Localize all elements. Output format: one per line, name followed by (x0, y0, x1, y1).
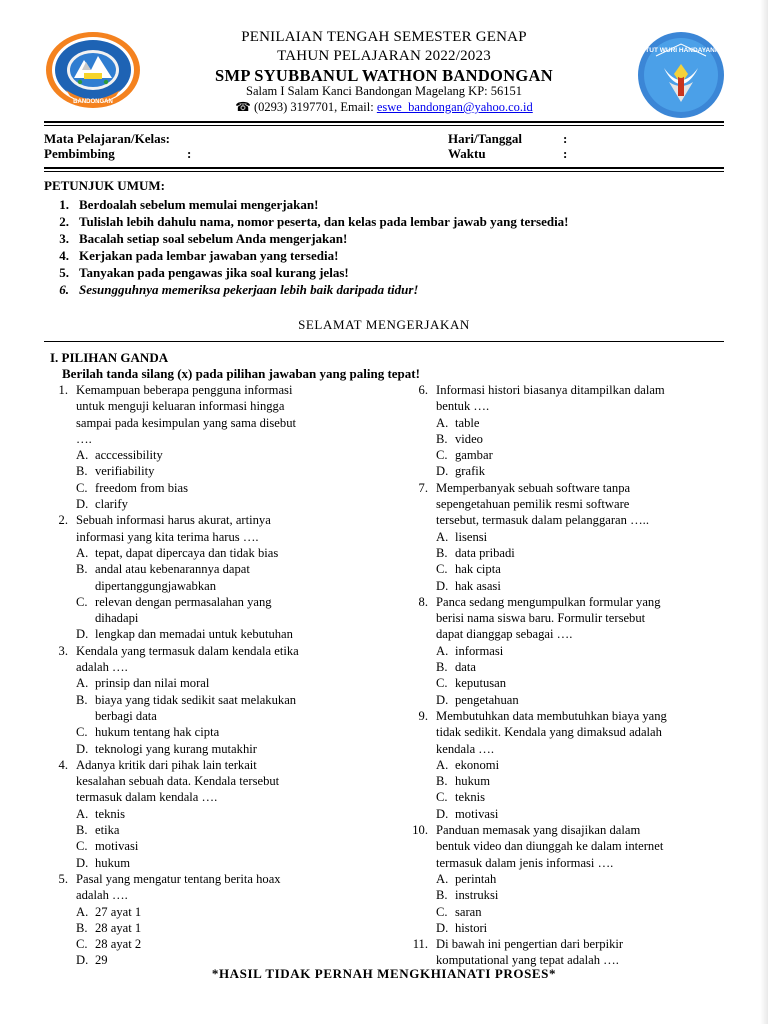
question-column-right (410, 382, 740, 969)
option-letter: B. (436, 888, 448, 903)
option-text (455, 659, 740, 675)
day-label: Hari/Tanggal (448, 131, 522, 146)
question-text-line: Di bawah ini pengertian dari berpikir (436, 937, 624, 952)
option-text-line: perintah (455, 871, 497, 886)
question-text-line: termasuk dalam kendala …. (76, 790, 218, 805)
question-number: 4. (58, 757, 68, 772)
option-letter: D. (76, 953, 89, 968)
option-text (95, 855, 380, 871)
answer-option[interactable] (76, 936, 380, 952)
question-text-line: Kemampuan beberapa pengguna informasi (76, 383, 293, 397)
info-divider (44, 167, 724, 169)
option-text (455, 773, 740, 789)
option-text-line: hak asasi (455, 578, 501, 593)
option-text-line: dipertanggungjawabkan (95, 578, 216, 593)
option-letter: B. (436, 545, 448, 560)
answer-option[interactable] (76, 545, 380, 561)
info-divider-thin (44, 171, 724, 172)
option-text (455, 643, 740, 659)
answer-option[interactable] (76, 806, 380, 822)
option-text (95, 724, 380, 740)
question-text-line: sepengetahuan pemilik resmi software (436, 497, 630, 512)
option-text (455, 447, 740, 463)
question-text (436, 708, 740, 757)
option-letter: B. (76, 920, 88, 935)
question-text-line: Informasi histori biasanya ditampilkan dalam (436, 383, 665, 397)
question-text-line: tidak sedikit. Kendala yang dimaksud adalah (436, 725, 662, 740)
question-number: 5. (58, 871, 68, 886)
option-letter: C. (436, 448, 448, 463)
question-text-line: bentuk video dan diunggah ke dalam internet (436, 839, 664, 854)
option-text (95, 675, 380, 691)
option-text (95, 463, 380, 479)
option-text-line: clarify (95, 497, 128, 512)
option-text (95, 822, 380, 838)
option-letter: C. (436, 676, 448, 691)
option-text (455, 561, 740, 577)
option-text-line: lisensi (455, 529, 488, 544)
option-text (455, 578, 740, 594)
option-letter: B. (436, 774, 448, 789)
option-letter: D. (436, 692, 449, 707)
answer-option[interactable] (436, 757, 740, 773)
option-letter: B. (76, 692, 88, 707)
answer-option[interactable] (436, 773, 740, 789)
option-letter: D. (436, 920, 449, 935)
question-text (436, 382, 740, 415)
question-text (436, 822, 740, 871)
question-text (76, 512, 380, 545)
option-text-line: teknis (455, 790, 486, 805)
question-text-line: informasi yang kita terima harus …. (76, 529, 259, 544)
answer-option[interactable] (436, 545, 740, 561)
option-letter: D. (436, 806, 449, 821)
question-item (50, 871, 380, 904)
option-letter: C. (76, 725, 88, 740)
time-colon: : (563, 146, 568, 161)
question-item (50, 382, 380, 447)
option-letter: D. (436, 578, 449, 593)
option-text (95, 838, 380, 854)
phone-icon: ☎ (235, 100, 251, 114)
option-text (95, 936, 380, 952)
question-text-line: dapat dianggap sebagai …. (436, 627, 573, 642)
question-number: 9. (418, 708, 428, 723)
option-text-line: 28 ayat 2 (95, 937, 142, 952)
answer-option[interactable] (436, 806, 740, 822)
option-text-line: 28 ayat 1 (95, 920, 142, 935)
answer-option[interactable] (76, 626, 380, 642)
option-text-line: tepat, dapat dipercaya dan tidak bias (95, 545, 279, 560)
option-letter: C. (76, 937, 88, 952)
question-text-line: komputational yang tepat adalah …. (436, 953, 619, 968)
option-text (95, 545, 380, 561)
mentor-label: Pembimbing (44, 146, 115, 161)
option-text (95, 561, 380, 594)
option-letter: C. (436, 790, 448, 805)
option-text-line: instruksi (455, 888, 499, 903)
instruction-item: 5. Tanyakan pada pengawas jika soal kurang jelas! (59, 265, 349, 280)
option-text (455, 431, 740, 447)
option-text-line: teknologi yang kurang mutakhir (95, 741, 257, 756)
option-text (95, 741, 380, 757)
question-text-line: Adanya kritik dari pihak lain terkait (76, 757, 257, 772)
option-text (455, 463, 740, 479)
question-text-line: tersebut, termasuk dalam pelanggaran ….. (436, 513, 649, 528)
answer-option[interactable] (436, 659, 740, 675)
question-item (410, 480, 740, 529)
option-text-line: informasi (455, 643, 504, 658)
option-letter: C. (436, 562, 448, 577)
option-text-line: prinsip dan nilai moral (95, 676, 210, 691)
mentor-colon: : (187, 146, 192, 161)
option-text-line: hukum (455, 774, 490, 789)
question-text-line: termasuk dalam jenis informasi …. (436, 855, 614, 870)
answer-option[interactable] (76, 822, 380, 838)
option-text-line: freedom from bias (95, 480, 189, 495)
answer-option[interactable] (76, 480, 380, 496)
option-text (95, 920, 380, 936)
option-text-line: hak cipta (455, 562, 501, 577)
instruction-item: 6. Sesungguhnya memeriksa pekerjaan lebih baik daripada tidur! (59, 282, 419, 297)
option-text (455, 920, 740, 936)
header-divider (44, 121, 724, 123)
option-text (95, 692, 380, 725)
option-letter: A. (436, 643, 449, 658)
question-item (410, 822, 740, 871)
option-text-line: biaya yang tidak sedikit saat melakukan (95, 692, 297, 707)
school-address: Salam I Salam Kanci Bandongan Magelang KP: 56151 (246, 84, 522, 98)
option-text-line: motivasi (455, 806, 499, 821)
instruction-item: 2. Tulislah lebih dahulu nama, nomor peserta, dan kelas pada lembar jawab yang tersedia! (59, 214, 569, 229)
question-text-line: Membutuhkan data membutuhkan biaya yang (436, 708, 667, 723)
option-text-line: dihadapi (95, 611, 139, 626)
answer-option[interactable] (436, 789, 740, 805)
option-text-line: 29 (95, 953, 108, 968)
option-text-line: hukum (95, 855, 130, 870)
option-letter: A. (436, 529, 449, 544)
option-text (455, 545, 740, 561)
answer-option[interactable] (76, 561, 380, 594)
option-letter: B. (436, 660, 448, 675)
option-letter: A. (76, 904, 89, 919)
option-text-line: berbagi data (95, 708, 157, 723)
greeting: SELAMAT MENGERJAKAN (298, 317, 470, 332)
header-divider-thin (44, 125, 724, 126)
option-text (95, 904, 380, 920)
question-item (410, 382, 740, 415)
instruction-item: 4. Kerjakan pada lembar jawaban yang tersedia! (59, 248, 339, 263)
option-letter: C. (76, 480, 88, 495)
question-item (50, 757, 380, 806)
contact-line (0, 99, 768, 115)
option-text-line: acccessibility (95, 448, 163, 463)
option-text-line: 27 ayat 1 (95, 904, 142, 919)
option-text-line: verifiability (95, 464, 155, 479)
section-title: I. PILIHAN GANDA (50, 350, 169, 365)
option-text (455, 415, 740, 431)
option-text-line: histori (455, 920, 488, 935)
option-letter: A. (76, 545, 89, 560)
question-text-line: adalah …. (76, 660, 128, 675)
answer-option[interactable] (436, 871, 740, 887)
option-text (455, 789, 740, 805)
option-text-line: gambar (455, 448, 493, 463)
option-letter: D. (436, 464, 449, 479)
answer-option[interactable] (76, 838, 380, 854)
question-text-line: sampai pada kesimpulan yang sama disebut (76, 415, 296, 430)
question-text (76, 382, 380, 447)
option-letter: D. (76, 855, 89, 870)
answer-option[interactable] (76, 463, 380, 479)
question-text-line: adalah …. (76, 888, 128, 903)
option-text (95, 480, 380, 496)
answer-option[interactable] (436, 675, 740, 691)
question-item (50, 512, 380, 545)
exam-title: PENILAIAN TENGAH SEMESTER GENAP (241, 29, 527, 45)
option-text-line: grafik (455, 464, 486, 479)
question-number: 2. (58, 513, 68, 528)
option-text-line: teknis (95, 806, 126, 821)
option-text-line: data (455, 660, 476, 675)
question-text-line: berisi nama siswa baru. Formulir tersebut (436, 611, 646, 626)
question-text (76, 757, 380, 806)
question-number: 11. (412, 937, 428, 952)
answer-option[interactable] (436, 920, 740, 936)
footer-motto: *HASIL TIDAK PERNAH MENGKHIANATI PROSES* (211, 966, 557, 981)
option-text (455, 675, 740, 691)
answer-option[interactable] (76, 447, 380, 463)
question-text-line: …. (76, 431, 92, 446)
option-text-line: motivasi (95, 839, 139, 854)
academic-year: TAHUN PELAJARAN 2022/2023 (277, 48, 491, 64)
question-number: 3. (58, 643, 68, 658)
question-text-line: untuk menguji keluaran informasi hingga (76, 399, 285, 414)
option-text-line: video (455, 431, 483, 446)
question-text-line: kendala …. (436, 741, 495, 756)
option-text-line: lengkap dan memadai untuk kebutuhan (95, 627, 293, 642)
question-item (410, 708, 740, 757)
option-text-line: hukum tentang hak cipta (95, 725, 220, 740)
option-letter: A. (436, 757, 449, 772)
option-text-line: relevan dengan permasalahan yang (95, 594, 272, 609)
answer-option[interactable] (76, 594, 380, 627)
page-edge-shadow (760, 0, 768, 1024)
option-letter: C. (76, 839, 88, 854)
answer-option[interactable] (436, 578, 740, 594)
option-text (455, 757, 740, 773)
question-number: 7. (418, 480, 428, 495)
option-text (95, 447, 380, 463)
question-text-line: Panduan memasak yang disajikan dalam (436, 823, 641, 838)
option-text (455, 887, 740, 903)
answer-option[interactable] (436, 887, 740, 903)
answer-option[interactable] (436, 447, 740, 463)
answer-option[interactable] (76, 675, 380, 691)
answer-option[interactable] (436, 561, 740, 577)
option-letter: A. (436, 415, 449, 430)
option-text-line: ekonomi (455, 757, 500, 772)
question-number: 1. (58, 383, 68, 397)
question-text-line: Panca sedang mengumpulkan formular yang (436, 594, 661, 609)
day-colon: : (563, 131, 568, 146)
time-label: Waktu (448, 146, 486, 161)
instructions-title: PETUNJUK UMUM: (44, 178, 165, 193)
question-item (50, 643, 380, 676)
question-number: 10. (412, 823, 428, 838)
subject-label: Mata Pelajaran/Kelas: (44, 131, 170, 146)
option-letter: A. (436, 871, 449, 886)
option-letter: B. (76, 823, 88, 838)
answer-option[interactable] (76, 904, 380, 920)
answer-option[interactable] (436, 463, 740, 479)
email-link[interactable]: eswe_bandongan@yahoo.co.id (376, 100, 533, 114)
option-letter: A. (76, 806, 89, 821)
question-text-line: Kendala yang termasuk dalam kendala etika (76, 643, 299, 658)
option-letter: D. (76, 741, 89, 756)
option-text (455, 529, 740, 545)
section-divider (44, 341, 724, 342)
answer-option[interactable] (76, 741, 380, 757)
option-letter: D. (76, 497, 89, 512)
answer-option[interactable] (76, 496, 380, 512)
option-letter: C. (436, 904, 448, 919)
question-number: 8. (418, 594, 428, 609)
option-text-line: andal atau kebenarannya dapat (95, 562, 250, 577)
option-letter: A. (76, 676, 89, 691)
answer-option[interactable] (76, 920, 380, 936)
answer-option[interactable] (436, 643, 740, 659)
question-item (410, 594, 740, 643)
question-text (436, 936, 740, 969)
section-instruction: Berilah tanda silang (x) pada pilihan jawaban yang paling tepat! (62, 366, 420, 381)
question-text-line: bentuk …. (436, 399, 490, 414)
question-text-line: Memperbanyak sebuah software tanpa (436, 480, 631, 495)
question-text (76, 643, 380, 676)
answer-option[interactable] (436, 431, 740, 447)
question-text (76, 871, 380, 904)
instructions-list (54, 196, 569, 298)
question-number: 6. (418, 383, 428, 397)
option-text (95, 594, 380, 627)
option-text-line: pengetahuan (455, 692, 519, 707)
option-text (95, 496, 380, 512)
answer-option[interactable] (76, 855, 380, 871)
option-text-line: saran (455, 904, 482, 919)
option-text (455, 806, 740, 822)
option-text-line: keputusan (455, 676, 507, 691)
answer-option[interactable] (76, 724, 380, 740)
school-name: SMP SYUBBANUL WATHON BANDONGAN (215, 66, 553, 85)
question-column-left (50, 382, 380, 969)
phone-number: (0293) 3197701, Email: (250, 100, 377, 114)
option-letter: A. (76, 448, 89, 463)
question-text (436, 594, 740, 643)
question-text-line: Pasal yang mengatur tentang berita hoax (76, 871, 281, 886)
option-text (95, 626, 380, 642)
answer-option[interactable] (436, 415, 740, 431)
question-text-line: kesalahan sebuah data. Kendala tersebut (76, 774, 280, 789)
logo-right-text: TUT WURI HANDAYANI (645, 47, 717, 54)
question-text (436, 480, 740, 529)
option-letter: B. (436, 431, 448, 446)
question-item (410, 936, 740, 969)
option-text (455, 692, 740, 708)
option-letter: B. (76, 464, 88, 479)
answer-option[interactable] (436, 904, 740, 920)
option-text-line: data pribadi (455, 545, 515, 560)
logo-left-text: BANDONGAN (73, 99, 113, 105)
answer-option[interactable] (436, 529, 740, 545)
option-text-line: etika (95, 823, 120, 838)
option-text-line: table (455, 415, 480, 430)
question-text-line: Sebuah informasi harus akurat, artinya (76, 513, 271, 528)
instruction-item: 3. Bacalah setiap soal sebelum Anda mengerjakan! (59, 231, 348, 246)
option-text (455, 871, 740, 887)
instruction-item: 1. Berdoalah sebelum memulai mengerjakan! (59, 197, 319, 212)
answer-option[interactable] (76, 692, 380, 725)
option-text (95, 806, 380, 822)
option-text (455, 904, 740, 920)
option-letter: C. (76, 594, 88, 609)
option-letter: B. (76, 562, 88, 577)
option-letter: D. (76, 627, 89, 642)
answer-option[interactable] (436, 692, 740, 708)
